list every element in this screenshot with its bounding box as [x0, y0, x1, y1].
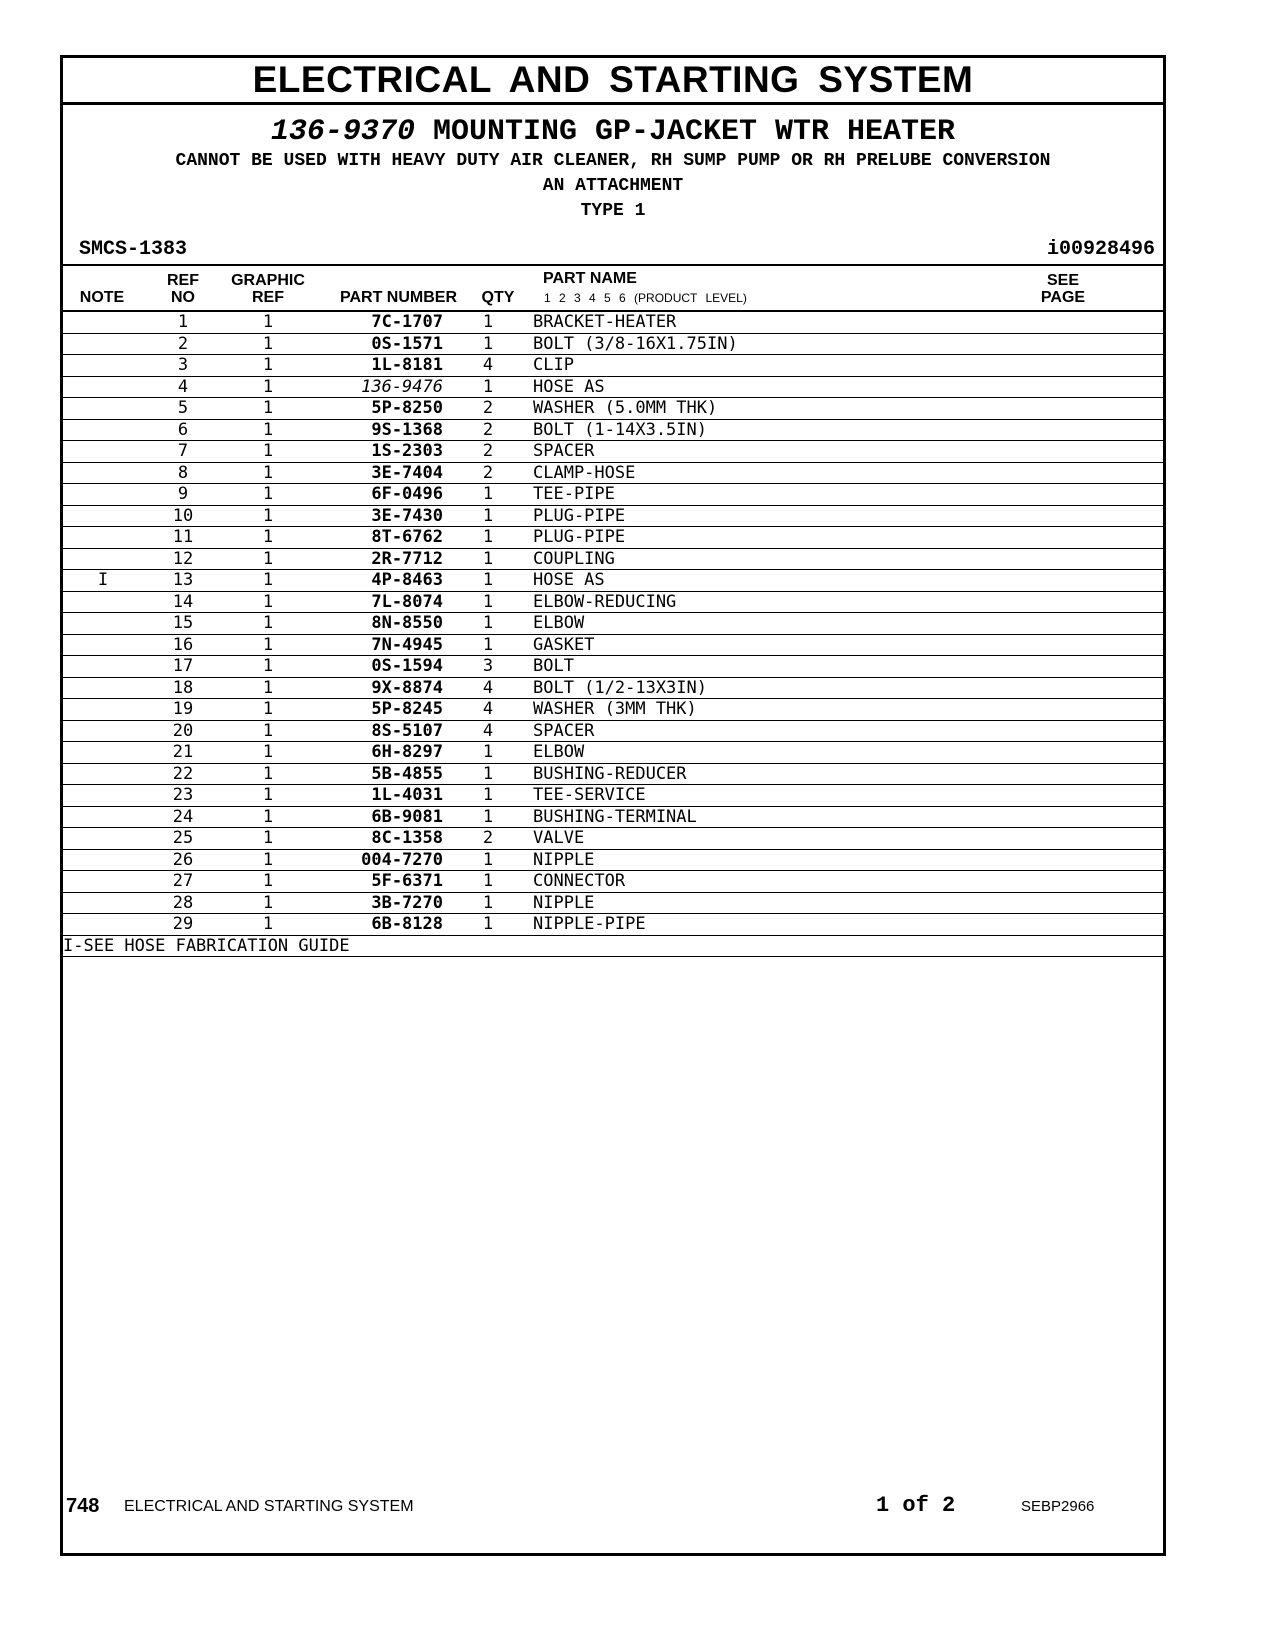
smcs-row [63, 236, 1163, 264]
note-cell [63, 419, 143, 441]
ref-no-cell: 4 [143, 376, 223, 398]
part-number-cell: 6F-0496 [313, 484, 443, 506]
graphic-ref-cell: 1 [223, 570, 313, 592]
ref-no-cell: 12 [143, 548, 223, 570]
graphic-ref-cell: 1 [223, 441, 313, 463]
part-name-cell: PLUG-PIPE [533, 505, 1163, 527]
note-cell [63, 656, 143, 678]
part-name-cell: CLIP [533, 355, 1163, 377]
part-number-cell: 8C-1358 [313, 828, 443, 850]
qty-cell: 1 [443, 527, 533, 549]
group-name: MOUNTING GP-JACKET WTR HEATER [432, 115, 956, 149]
part-number-cell: 8N-8550 [313, 613, 443, 635]
note-cell [63, 527, 143, 549]
qty-cell: 1 [443, 613, 533, 635]
note-cell [63, 398, 143, 420]
ref-no-cell: 13 [143, 570, 223, 592]
qty-cell: 4 [443, 355, 533, 377]
part-number-cell: 6B-9081 [313, 806, 443, 828]
graphic-ref-cell: 1 [223, 828, 313, 850]
table-row [63, 570, 1163, 592]
part-number-cell: 3B-7270 [313, 892, 443, 914]
section-title: ELECTRICAL AND STARTING SYSTEM [63, 58, 1163, 105]
header-see-bottom: PAGE [1040, 289, 1086, 306]
table-row [63, 763, 1163, 785]
part-number-cell: 1L-8181 [313, 355, 443, 377]
ref-no-cell: 5 [143, 398, 223, 420]
ref-no-cell: 24 [143, 806, 223, 828]
table-row [63, 677, 1163, 699]
note-cell: I [63, 570, 143, 592]
header-ref-bottom: NO [171, 289, 195, 306]
footnote-row [63, 935, 1163, 957]
ref-no-cell: 10 [143, 505, 223, 527]
note-cell [63, 871, 143, 893]
table-row [63, 548, 1163, 570]
graphic-ref-cell: 1 [223, 914, 313, 936]
ref-no-cell: 20 [143, 720, 223, 742]
note-cell [63, 441, 143, 463]
note-cell [63, 312, 143, 333]
qty-cell: 4 [443, 720, 533, 742]
part-name-cell: WASHER (3MM THK) [533, 699, 1163, 721]
part-name-cell: ELBOW-REDUCING [533, 591, 1163, 613]
graphic-ref-cell: 1 [223, 398, 313, 420]
part-name-cell: NIPPLE [533, 892, 1163, 914]
qty-cell: 1 [443, 591, 533, 613]
ref-no-cell: 29 [143, 914, 223, 936]
group-description-line: TYPE 1 [580, 201, 646, 221]
qty-cell: 2 [443, 398, 533, 420]
qty-cell: 1 [443, 914, 533, 936]
graphic-ref-cell: 1 [223, 763, 313, 785]
part-name-cell: NIPPLE [533, 849, 1163, 871]
qty-cell: 1 [443, 763, 533, 785]
qty-cell: 3 [443, 656, 533, 678]
ref-no-cell: 3 [143, 355, 223, 377]
note-cell [63, 892, 143, 914]
qty-cell: 1 [443, 742, 533, 764]
part-number-cell: 7L-8074 [313, 591, 443, 613]
graphic-ref-cell: 1 [223, 699, 313, 721]
table-row [63, 527, 1163, 549]
part-name-cell: BUSHING-REDUCER [533, 763, 1163, 785]
table-row [63, 398, 1163, 420]
part-name-cell: ELBOW [533, 742, 1163, 764]
note-cell [63, 634, 143, 656]
part-name-cell: NIPPLE-PIPE [533, 914, 1163, 936]
graphic-ref-cell: 1 [223, 613, 313, 635]
graphic-ref-cell: 1 [223, 849, 313, 871]
qty-cell: 1 [443, 892, 533, 914]
part-name-cell: TEE-SERVICE [533, 785, 1163, 807]
graphic-ref-cell: 1 [223, 548, 313, 570]
part-number-cell: 7N-4945 [313, 634, 443, 656]
header-see-top: SEE [1046, 272, 1079, 289]
qty-cell: 1 [443, 871, 533, 893]
qty-cell: 1 [443, 376, 533, 398]
part-name-cell: BUSHING-TERMINAL [533, 806, 1163, 828]
part-number-cell: 9S-1368 [313, 419, 443, 441]
graphic-ref-cell: 1 [223, 892, 313, 914]
part-number-cell: 9X-8874 [313, 677, 443, 699]
table-row [63, 419, 1163, 441]
table-row [63, 613, 1163, 635]
part-number-cell: 5B-4855 [313, 763, 443, 785]
ref-no-cell: 27 [143, 871, 223, 893]
part-number-cell: 5P-8250 [313, 398, 443, 420]
table-header [63, 264, 1163, 312]
note-cell [63, 742, 143, 764]
group-number: 136-9370 [270, 115, 415, 149]
table-row [63, 441, 1163, 463]
part-name-cell: HOSE AS [533, 570, 1163, 592]
table-row [63, 720, 1163, 742]
note-cell [63, 828, 143, 850]
qty-cell: 1 [443, 849, 533, 871]
graphic-ref-cell: 1 [223, 462, 313, 484]
smcs-code: SMCS-1383 [79, 238, 188, 261]
part-name-cell: PLUG-PIPE [533, 527, 1163, 549]
part-number-cell: 2R-7712 [313, 548, 443, 570]
part-number-cell: 1S-2303 [313, 441, 443, 463]
qty-cell: 4 [443, 699, 533, 721]
header-graphic-bottom: REF [252, 289, 284, 306]
table-row [63, 462, 1163, 484]
footnote: I-SEE HOSE FABRICATION GUIDE [63, 935, 1163, 957]
qty-cell: 1 [443, 484, 533, 506]
header-note: NOTE [79, 289, 125, 306]
qty-cell: 1 [443, 333, 533, 355]
qty-cell: 2 [443, 462, 533, 484]
table-row [63, 505, 1163, 527]
graphic-ref-cell: 1 [223, 376, 313, 398]
parts-table-body [63, 312, 1163, 957]
footer-section: ELECTRICAL AND STARTING SYSTEM [124, 1498, 414, 1515]
part-number-cell: 8T-6762 [313, 527, 443, 549]
ref-no-cell: 11 [143, 527, 223, 549]
note-cell [63, 376, 143, 398]
part-number-cell: 6B-8128 [313, 914, 443, 936]
ref-no-cell: 23 [143, 785, 223, 807]
document-id: SEBP2966 [1021, 1498, 1095, 1515]
qty-cell: 1 [443, 806, 533, 828]
header-part-name: PART NAME [543, 270, 637, 287]
note-cell [63, 333, 143, 355]
note-cell [63, 505, 143, 527]
ref-no-cell: 14 [143, 591, 223, 613]
ref-no-cell: 22 [143, 763, 223, 785]
note-cell [63, 763, 143, 785]
part-name-cell: SPACER [533, 720, 1163, 742]
ref-no-cell: 19 [143, 699, 223, 721]
part-name-cell: BOLT (1/2-13X3IN) [533, 677, 1163, 699]
part-name-cell: BOLT (1-14X3.5IN) [533, 419, 1163, 441]
qty-cell: 1 [443, 505, 533, 527]
table-row [63, 656, 1163, 678]
ref-no-cell: 16 [143, 634, 223, 656]
table-row [63, 892, 1163, 914]
graphic-ref-cell: 1 [223, 677, 313, 699]
part-number-cell: 8S-5107 [313, 720, 443, 742]
table-row [63, 699, 1163, 721]
table-row [63, 634, 1163, 656]
group-description-line: CANNOT BE USED WITH HEAVY DUTY AIR CLEANER, RH SUMP PUMP OR RH PRELUBE CONVERSION [175, 151, 1051, 171]
ref-no-cell: 9 [143, 484, 223, 506]
ref-no-cell: 26 [143, 849, 223, 871]
part-name-cell: TEE-PIPE [533, 484, 1163, 506]
qty-cell: 1 [443, 548, 533, 570]
note-cell [63, 613, 143, 635]
note-cell [63, 355, 143, 377]
graphic-ref-cell: 1 [223, 656, 313, 678]
illustration-id: i00928496 [1046, 238, 1155, 261]
part-name-cell: WASHER (5.0MM THK) [533, 398, 1163, 420]
qty-cell: 1 [443, 570, 533, 592]
table-row [63, 914, 1163, 936]
table-row [63, 849, 1163, 871]
part-number-cell: 6H-8297 [313, 742, 443, 764]
qty-cell: 4 [443, 677, 533, 699]
header-graphic-top: GRAPHIC [231, 272, 305, 289]
graphic-ref-cell: 1 [223, 419, 313, 441]
qty-cell: 2 [443, 828, 533, 850]
part-number-cell: 4P-8463 [313, 570, 443, 592]
parts-table [63, 312, 1163, 957]
qty-cell: 1 [443, 634, 533, 656]
table-row [63, 591, 1163, 613]
graphic-ref-cell: 1 [223, 527, 313, 549]
qty-cell: 1 [443, 312, 533, 333]
graphic-ref-cell: 1 [223, 720, 313, 742]
note-cell [63, 720, 143, 742]
table-row [63, 828, 1163, 850]
graphic-ref-cell: 1 [223, 785, 313, 807]
part-number-cell: 1L-4031 [313, 785, 443, 807]
note-cell [63, 785, 143, 807]
graphic-ref-cell: 1 [223, 505, 313, 527]
table-row [63, 312, 1163, 333]
ref-no-cell: 7 [143, 441, 223, 463]
part-number-cell: 3E-7404 [313, 462, 443, 484]
group-title [63, 115, 1163, 149]
note-cell [63, 462, 143, 484]
note-cell [63, 548, 143, 570]
part-name-cell: CONNECTOR [533, 871, 1163, 893]
page-frame [60, 55, 1166, 1556]
table-row [63, 806, 1163, 828]
ref-no-cell: 8 [143, 462, 223, 484]
qty-cell: 1 [443, 785, 533, 807]
part-name-cell: COUPLING [533, 548, 1163, 570]
table-row [63, 484, 1163, 506]
part-number-cell: 004-7270 [313, 849, 443, 871]
qty-cell: 2 [443, 441, 533, 463]
ref-no-cell: 28 [143, 892, 223, 914]
note-cell [63, 849, 143, 871]
table-row [63, 742, 1163, 764]
graphic-ref-cell: 1 [223, 806, 313, 828]
part-name-cell: VALVE [533, 828, 1163, 850]
part-name-cell: BRACKET-HEATER [533, 312, 1163, 333]
note-cell [63, 484, 143, 506]
page-number: 748 [66, 1495, 100, 1517]
part-name-cell: ELBOW [533, 613, 1163, 635]
graphic-ref-cell: 1 [223, 591, 313, 613]
note-cell [63, 677, 143, 699]
header-part-number: PART NUMBER [339, 289, 457, 306]
note-cell [63, 699, 143, 721]
table-row [63, 355, 1163, 377]
ref-no-cell: 15 [143, 613, 223, 635]
ref-no-cell: 25 [143, 828, 223, 850]
ref-no-cell: 17 [143, 656, 223, 678]
graphic-ref-cell: 1 [223, 634, 313, 656]
header-qty: QTY [481, 289, 515, 306]
group-description-line: AN ATTACHMENT [542, 176, 684, 196]
table-row [63, 785, 1163, 807]
ref-no-cell: 6 [143, 419, 223, 441]
qty-cell: 2 [443, 419, 533, 441]
table-row [63, 333, 1163, 355]
note-cell [63, 914, 143, 936]
part-number-cell: 3E-7430 [313, 505, 443, 527]
part-number-cell: 0S-1594 [313, 656, 443, 678]
part-name-cell: GASKET [533, 634, 1163, 656]
part-number-cell: 0S-1571 [313, 333, 443, 355]
part-name-cell: BOLT [533, 656, 1163, 678]
ref-no-cell: 18 [143, 677, 223, 699]
part-number-cell: 5F-6371 [313, 871, 443, 893]
table-row [63, 376, 1163, 398]
ref-no-cell: 21 [143, 742, 223, 764]
graphic-ref-cell: 1 [223, 742, 313, 764]
part-number-cell: 7C-1707 [313, 312, 443, 333]
sheet-indicator: 1 of 2 [876, 1493, 956, 1518]
part-name-cell: HOSE AS [533, 376, 1163, 398]
part-name-cell: BOLT (3/8-16X1.75IN) [533, 333, 1163, 355]
page-footer [0, 1495, 1275, 1525]
graphic-ref-cell: 1 [223, 355, 313, 377]
part-name-cell: SPACER [533, 441, 1163, 463]
header-product-levels: 1 2 3 4 5 6 (PRODUCT LEVEL) [544, 291, 747, 305]
note-cell [63, 591, 143, 613]
part-name-cell: CLAMP-HOSE [533, 462, 1163, 484]
ref-no-cell: 2 [143, 333, 223, 355]
graphic-ref-cell: 1 [223, 871, 313, 893]
graphic-ref-cell: 1 [223, 484, 313, 506]
table-row [63, 871, 1163, 893]
graphic-ref-cell: 1 [223, 333, 313, 355]
part-number-cell: 5P-8245 [313, 699, 443, 721]
part-number-cell: 136-9476 [313, 376, 443, 398]
graphic-ref-cell: 1 [223, 312, 313, 333]
header-ref-top: REF [167, 272, 199, 289]
note-cell [63, 806, 143, 828]
ref-no-cell: 1 [143, 312, 223, 333]
